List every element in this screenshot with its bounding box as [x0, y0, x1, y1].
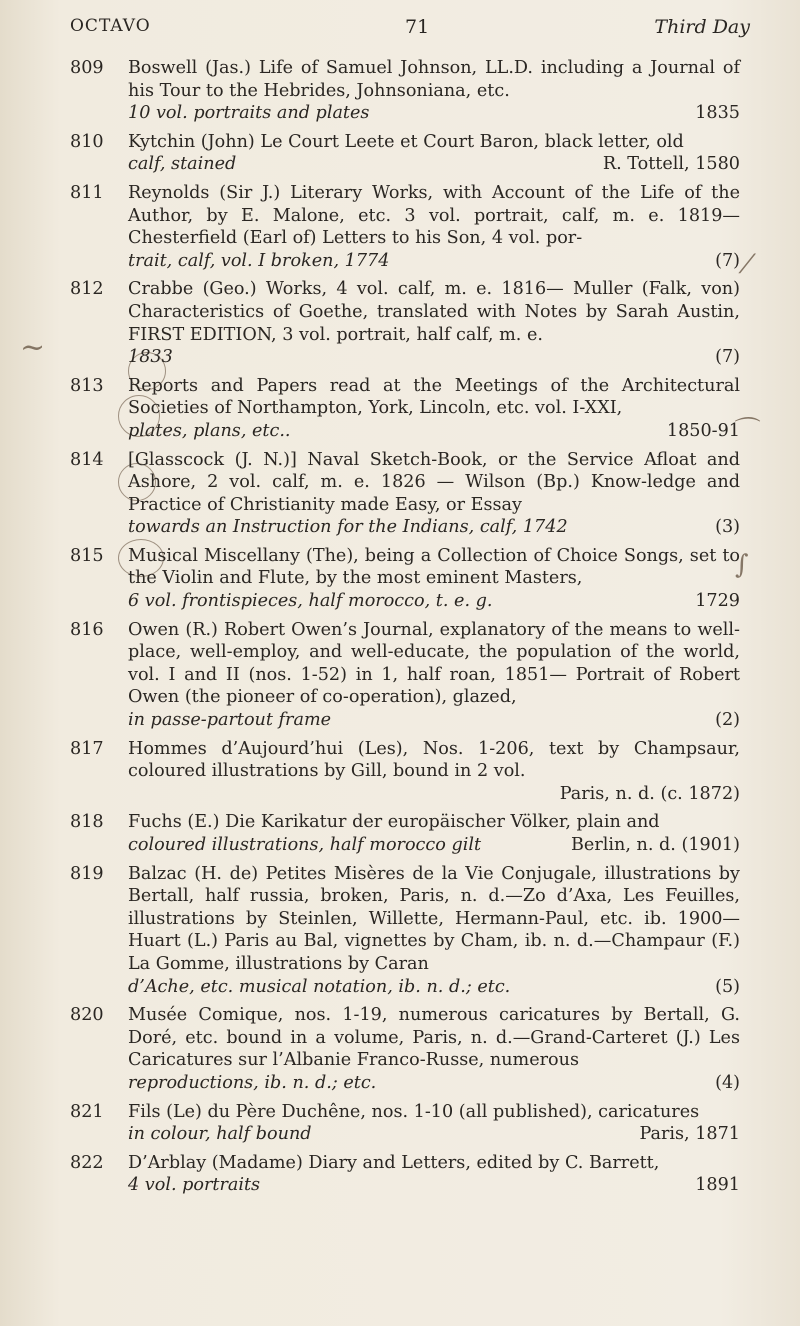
lot-number: 818 — [70, 812, 104, 833]
lot-description — [128, 811, 740, 856]
lot-date: 1729 — [695, 591, 740, 612]
lot-number: 816 — [70, 619, 104, 640]
lot-description — [128, 863, 740, 999]
lot-entry — [70, 278, 740, 368]
lot-tail: in colour, half bound — [128, 1124, 312, 1145]
lot-text: Owen (R.) Robert Owen’s Journal, explanatory of the means to well-place, well-employ, and well-educate, the population of the world, vol. I and II (nos. 1-52) in 1, half roan, 1851— Portrait of Robert Owen (the pioneer of co-operation), glazed, — [128, 619, 740, 708]
lot-date: 1850-91 — [666, 420, 740, 441]
lot-date: 1891 — [695, 1175, 740, 1196]
lot-tail-line — [128, 420, 740, 443]
lot-entry — [70, 863, 740, 999]
lot-tail: 1833 — [128, 347, 173, 368]
lot-entry — [70, 1152, 740, 1197]
lot-tail: trait, calf, vol. I broken, 1774 — [128, 250, 390, 271]
lot-tail: coloured illustrations, half morocco gilt — [128, 835, 482, 855]
lot-tail-line — [128, 783, 740, 806]
lot-entry — [70, 131, 740, 176]
lot-tail-line — [128, 153, 740, 176]
page-number: 71 — [405, 16, 430, 38]
lot-tail: d’Ache, etc. musical notation, ib. n. d.; etc. — [128, 976, 511, 997]
lot-description — [128, 449, 740, 539]
lot-text: [Glasscock (J. N.)] Naval Sketch-Book, or the Service Afloat and Ashore, 2 vol. calf, m. e. 1826 — Wilson (Bp.) Know-ledge and Practice of Christianity made Easy, or Essay — [128, 449, 740, 515]
lot-tail-line — [128, 976, 740, 999]
lot-number: 809 — [70, 58, 104, 78]
lot-date: (7) — [715, 347, 740, 368]
lot-description — [128, 1101, 740, 1146]
lot-tail-line — [128, 709, 740, 732]
margin-scribble-right-2: ⌒ — [730, 416, 757, 446]
lot-text: Musée Comique, nos. 1-19, numerous caricatures by Bertall, G. Doré, etc. bound in a volume, Paris, n. d.—Grand-Carteret (J.) Les Caricatures sur l’Albanie Franco-Russe, numerous — [128, 1005, 740, 1071]
lot-number: 822 — [70, 1152, 104, 1173]
lot-number: 815 — [70, 545, 104, 566]
lot-description — [128, 619, 740, 732]
lot-text: Fils (Le) du Père Duchêne, nos. 1-10 (all published), caricatures — [128, 1101, 700, 1122]
lot-description — [128, 182, 740, 272]
lot-description — [128, 131, 740, 176]
lot-text: Reynolds (Sir J.) Literary Works, with Account of the Life of the Author, by E. Malone, etc. 3 vol. portrait, calf, m. e. 1819—Chesterfield (Earl of) Letters to his Son, 4 vol. por- — [128, 182, 740, 249]
lot-number: 812 — [70, 279, 104, 300]
lot-tail-line — [128, 590, 740, 613]
lot-date: 1835 — [695, 103, 740, 124]
lot-text: Balzac (H. de) Petites Misères de la Vie Conjugale, illustrations by Bertall, half russia, broken, Paris, n. d.—Zo d’Axa, Les Feuilles, illustrations by Steinlen, Willette, Hermann-Paul, etc. ib. 1900—Huart (L.) Paris au Bal, vignettes by Cham, ib. n. d.—Champaur (F.) La Gomme, illustrations by Caran — [128, 863, 740, 974]
lot-text: Boswell (Jas.) Life of Samuel Johnson, LL.D. including a Journal of his Tour to the Hebrides, Johnsoniana, etc. — [128, 58, 740, 101]
lot-entry — [70, 545, 740, 613]
lot-tail-line — [128, 346, 740, 369]
lot-tail: calf, stained — [128, 154, 237, 175]
lot-number: 814 — [70, 449, 104, 470]
lot-entry — [70, 1101, 740, 1146]
lot-number: 810 — [70, 131, 104, 152]
lot-number: 817 — [70, 738, 104, 759]
lot-entry — [70, 375, 740, 443]
lot-description — [128, 738, 740, 806]
header-format: OCTAVO — [70, 16, 151, 36]
lot-number: 811 — [70, 182, 104, 203]
lot-number: 820 — [70, 1005, 104, 1026]
lot-tail: reproductions, ib. n. d.; etc. — [128, 1072, 377, 1093]
lot-entry — [70, 57, 740, 125]
lot-date: Paris, n. d. (c. 1872) — [559, 783, 740, 804]
lot-date: (3) — [715, 517, 740, 538]
lot-text: D’Arblay (Madame) Diary and Letters, edited by C. Barrett, — [128, 1152, 660, 1173]
lot-text: Crabbe (Geo.) Works, 4 vol. calf, m. e. 1816— Muller (Falk, von) Characteristics of Goethe, translated with Notes by Sarah Austin, FIRST EDITION, 3 vol. portrait, half calf, m. e. — [128, 279, 740, 345]
lot-date: Berlin, n. d. (1901) — [571, 835, 740, 855]
lot-date: (5) — [715, 976, 740, 997]
lot-text: Musical Miscellany (The), being a Collection of Choice Songs, set to the Violin and Flute, by the most eminent Masters, — [128, 545, 740, 589]
lot-number: 813 — [70, 375, 104, 396]
margin-scribble-right-1: ⁄ — [745, 250, 750, 280]
lot-description — [128, 57, 740, 125]
lot-description — [128, 1004, 740, 1094]
lot-description — [128, 375, 740, 443]
margin-scribble-right-3: ∫ — [735, 550, 749, 580]
lot-entry — [70, 1004, 740, 1094]
lot-tail-line — [128, 834, 740, 857]
margin-scribble-left: ~ — [20, 330, 46, 365]
lot-tail-line — [128, 1123, 740, 1146]
lot-tail: towards an Instruction for the Indians, calf, 1742 — [128, 517, 568, 538]
lot-description — [128, 545, 740, 613]
lot-tail-line — [128, 1174, 740, 1197]
lot-entry — [70, 619, 740, 732]
lot-entry — [70, 811, 740, 856]
header-day: Third Day — [654, 16, 750, 38]
lot-text: Reports and Papers read at the Meetings of the Architectural Societies of Northampton, York, Lincoln, etc. vol. I-XXI, — [128, 375, 740, 419]
lot-tail: 6 vol. frontispieces, half morocco, t. e. g. — [128, 591, 493, 612]
lot-tail-line — [128, 516, 740, 539]
lot-number: 819 — [70, 863, 104, 884]
lot-tail-line — [128, 250, 740, 273]
lot-tail: 10 vol. portraits and plates — [128, 103, 370, 124]
lot-tail: in passe-partout frame — [128, 710, 332, 731]
lot-text: Hommes d’Aujourd’hui (Les), Nos. 1-206, text by Champsaur, coloured illustrations by Gill, bound in 2 vol. — [128, 738, 740, 782]
lot-entry — [70, 449, 740, 539]
lot-description — [128, 1152, 740, 1197]
lot-tail-line — [128, 102, 740, 125]
lot-text: Fuchs (E.) Die Karikatur der europäischer Völker, plain and — [128, 812, 660, 833]
lot-entry — [70, 738, 740, 806]
lot-tail: 4 vol. portraits — [128, 1175, 261, 1196]
lot-tail-line — [128, 1072, 740, 1095]
lot-date: (2) — [715, 710, 740, 731]
lot-entry — [70, 182, 740, 272]
lot-tail: plates, plans, etc.. — [128, 420, 291, 441]
lot-date: (4) — [715, 1072, 740, 1093]
lot-description — [128, 278, 740, 368]
lot-date: R. Tottell, 1580 — [602, 154, 740, 175]
page-header — [70, 16, 750, 42]
lot-number: 821 — [70, 1101, 104, 1122]
lot-date: (7) — [715, 250, 740, 271]
lot-text: Kytchin (John) Le Court Leete et Court Baron, black letter, old — [128, 131, 684, 152]
lot-list — [70, 57, 740, 1203]
lot-date: Paris, 1871 — [639, 1124, 740, 1145]
